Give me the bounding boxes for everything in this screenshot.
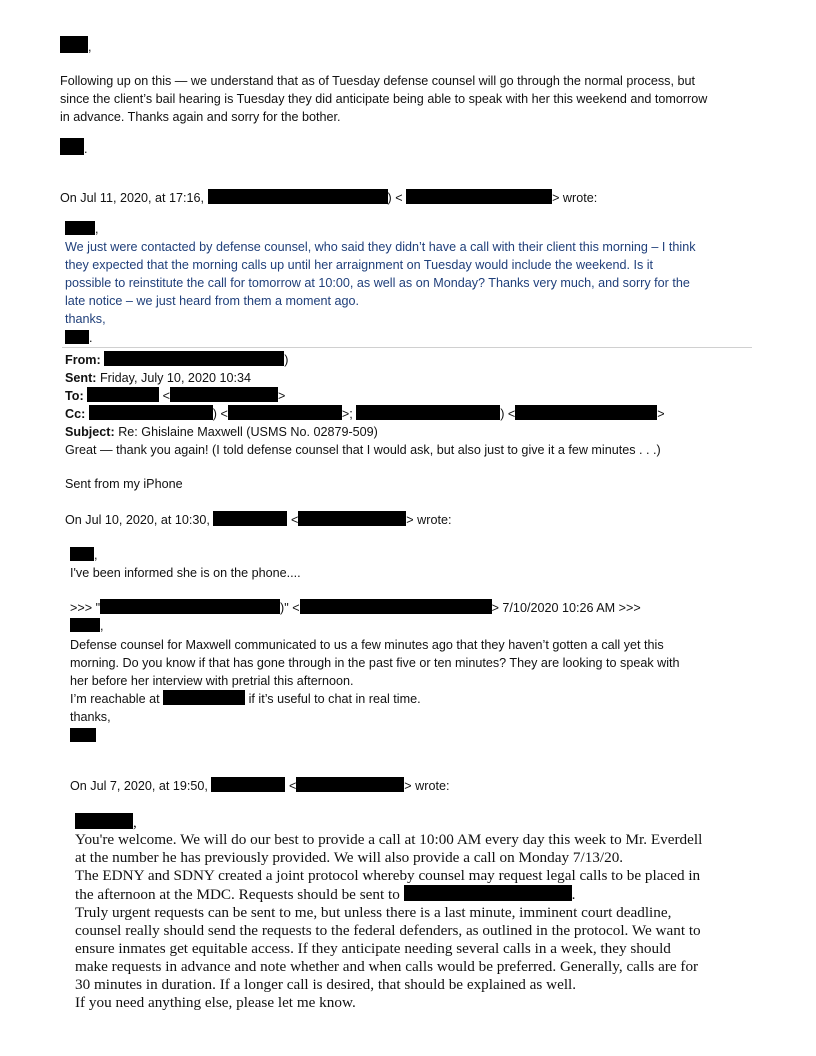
redaction-box [213, 511, 287, 526]
signature-line [70, 728, 96, 742]
redaction-box [65, 221, 95, 235]
quote-header: On Jul 10, 2020, at 10:30, < > wrote: [65, 513, 452, 527]
sent-from-footer: Sent from my iPhone [65, 477, 183, 491]
signature-line: . [60, 138, 88, 158]
text-line: The EDNY and SDNY created a joint protocol whereby counsel may request legal calls to be placed in [75, 867, 701, 884]
greeting-line: , [70, 617, 104, 635]
text-line: since the client’s bail hearing is Tuesday they did anticipate being able to speak with her this weekend and tomorrow [60, 92, 708, 106]
text-line: We just were contacted by defense counsel, who said they didn’t have a call with their client this morning – I think [65, 240, 696, 254]
redaction-box [296, 777, 404, 792]
to-line: To: < > [65, 389, 286, 403]
text-line: in advance. Thanks again and sorry for the bother. [60, 110, 341, 124]
redaction-box [208, 189, 388, 204]
quote-header: On Jul 7, 2020, at 19:50, < > wrote: [70, 779, 450, 793]
text-line: counsel really should send the requests to the federal defenders, as outlined in the protocol. We want to [75, 922, 701, 939]
reply-body [60, 72, 707, 126]
redaction-box [89, 405, 213, 420]
quote-header: >>> " )" < > 7/10/2020 10:26 AM >>> [70, 601, 641, 615]
redaction-box [70, 618, 100, 632]
redaction-box [87, 387, 159, 402]
text-line: possible to reinstitute the call for tomorrow at 10:00, as well as on Monday? Thanks very much, and sorry for the [65, 276, 690, 290]
redaction-box [515, 405, 657, 420]
redaction-box [65, 330, 89, 344]
redaction-box [60, 36, 88, 53]
redaction-box [406, 189, 552, 204]
redaction-box [70, 547, 94, 561]
text-line: her before her interview with pretrial this afternoon. [70, 674, 354, 688]
redaction-box [104, 351, 284, 366]
text-line: late notice – we just heard from them a moment ago. [65, 294, 360, 308]
text-line: ensure inmates get equitable access. If they anticipate needing several calls in a week, they should [75, 940, 671, 957]
redaction-box [70, 728, 96, 742]
reachable-line: I’m reachable at if it’s useful to chat in real time. [70, 692, 421, 706]
message-body: Great — thank you again! (I told defense counsel that I would ask, but also just to give it a few minutes . . .) [65, 443, 661, 457]
cc-line: Cc: ) < >; ) < > [65, 407, 665, 421]
closing: thanks, [70, 710, 111, 724]
sent-line: Sent: Friday, July 10, 2020 10:34 [65, 371, 251, 385]
quote-header: On Jul 11, 2020, at 17:16, ) < > wrote: [60, 191, 598, 205]
redaction-box [298, 511, 406, 526]
closing: thanks, [65, 312, 106, 326]
text-line: Following up on this — we understand that as of Tuesday defense counsel will go through the normal process, but [60, 74, 695, 88]
from-line: From: ) [65, 353, 289, 367]
text-line: morning. Do you know if that has gone through in the past five or ten minutes? They are looking to speak with [70, 656, 680, 670]
subject-line: Subject: Re: Ghislaine Maxwell (USMS No. 02879-509) [65, 425, 378, 439]
message-body [75, 831, 702, 1012]
redaction-box [163, 690, 245, 705]
greeting-line: , [75, 813, 137, 832]
greeting-line: , [65, 220, 99, 238]
text-line: they expected that the morning calls up until her arraignment on Tuesday would include the weekend. Is it [65, 258, 654, 272]
greeting-line: , [60, 36, 92, 56]
redaction-box [300, 599, 492, 614]
redaction-box [404, 885, 572, 901]
redaction-box [356, 405, 500, 420]
signature-line: . [65, 329, 93, 347]
requests-line: the afternoon at the MDC. Requests should be sent to . [75, 886, 576, 903]
text-line: make requests in advance and note whether and when calls would be preferred. Generally, calls are for [75, 958, 699, 975]
redaction-box [170, 387, 278, 402]
redaction-box [211, 777, 285, 792]
message-body: I've been informed she is on the phone.... [70, 566, 301, 580]
divider [62, 347, 752, 348]
redaction-box [75, 813, 133, 829]
text-line: 30 minutes in duration. If a longer call is desired, that should be explained as well. [75, 976, 577, 993]
message-body [65, 238, 696, 328]
message-body [70, 636, 680, 726]
text-line: If you need anything else, please let me know. [75, 994, 356, 1011]
email-header-block [65, 351, 665, 459]
redaction-box [100, 599, 280, 614]
text-line: at the number he has previously provided. We will also provide a call on Monday 7/13/20. [75, 849, 624, 866]
greeting-line: , [70, 546, 98, 564]
redaction-box [60, 138, 84, 155]
text-line: Truly urgent requests can be sent to me, but unless there is a last minute, imminent court deadline, [75, 904, 672, 921]
text-line: You're welcome. We will do our best to provide a call at 10:00 AM every day this week to Mr. Everdell [75, 831, 703, 848]
text-line: Defense counsel for Maxwell communicated to us a few minutes ago that they haven’t gotten a call yet this [70, 638, 664, 652]
redaction-box [228, 405, 342, 420]
